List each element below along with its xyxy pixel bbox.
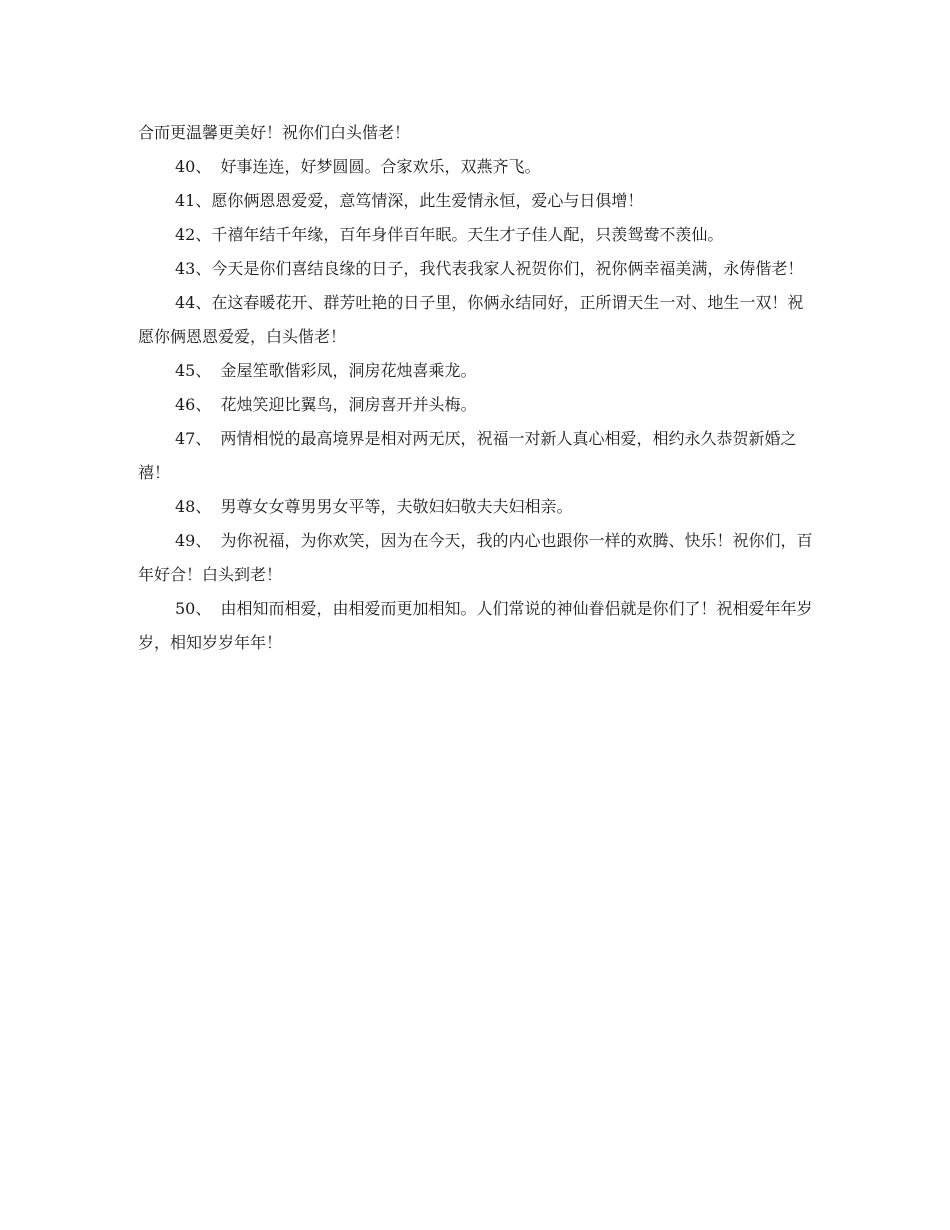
paragraph-number: 50、: [175, 599, 212, 618]
paragraph-text: 在这春暖花开、群芳吐艳的日子里，你俩永结同好，正所谓天生一对、地生一双！祝愿你俩恩恩爱爱，白头偕老！: [138, 293, 804, 346]
paragraph-number: 42、: [175, 225, 212, 244]
paragraph-text: 花烛笑迎比翼鸟，洞房喜开并头梅。: [215, 395, 477, 414]
paragraph-number: 44、: [175, 293, 212, 312]
paragraph-text: 两情相悦的最高境界是相对两无厌，祝福一对新人真心相爱，相约永久恭贺新婚之禧！: [138, 429, 797, 482]
paragraph-number: 46、: [175, 395, 212, 414]
paragraph-text: 今天是你们喜结良缘的日子，我代表我家人祝贺你们，祝你俩幸福美满，永俦偕老！: [211, 259, 804, 278]
paragraph-number: 48、: [175, 497, 212, 516]
paragraph-text: 千禧年结千年缘，百年身伴百年眠。天生才子佳人配，只羡鸳鸯不羡仙。: [211, 225, 724, 244]
paragraph-44: [138, 286, 818, 354]
document-body: [138, 116, 818, 660]
paragraph-text: 男尊女女尊男男女平等，夫敬妇妇敬夫夫妇相亲。: [215, 497, 573, 516]
paragraph-continuation: [138, 116, 818, 150]
paragraph-49: [138, 524, 818, 592]
paragraph-number: 40、: [175, 157, 212, 176]
paragraph-text: 为你祝福，为你欢笑，因为在今天，我的内心也跟你一样的欢腾、快乐！祝你们，百年好合！白头到老！: [138, 531, 813, 584]
paragraph-number: 49、: [175, 531, 212, 550]
paragraph-40: [138, 150, 818, 184]
paragraph-50: [138, 592, 818, 660]
paragraph-text: 好事连连，好梦圆圆。合家欢乐，双燕齐飞。: [215, 157, 541, 176]
paragraph-text: 合而更温馨更美好！祝你们白头偕老！: [138, 123, 411, 142]
paragraph-number: 41、: [175, 191, 212, 210]
paragraph-47: [138, 422, 818, 490]
paragraph-number: 45、: [175, 361, 212, 380]
paragraph-text: 由相知而相爱，由相爱而更加相知。人们常说的神仙眷侣就是你们了！祝相爱年年岁岁，相知岁岁年年！: [138, 599, 813, 652]
paragraph-42: [138, 218, 818, 252]
paragraph-43: [138, 252, 818, 286]
paragraph-text: 愿你俩恩恩爱爱，意笃情深，此生爱情永恒，爱心与日俱增！: [211, 191, 644, 210]
paragraph-46: [138, 388, 818, 422]
paragraph-48: [138, 490, 818, 524]
paragraph-number: 43、: [175, 259, 212, 278]
paragraph-number: 47、: [175, 429, 212, 448]
paragraph-45: [138, 354, 818, 388]
paragraph-text: 金屋笙歌偕彩凤，洞房花烛喜乘龙。: [215, 361, 477, 380]
paragraph-41: [138, 184, 818, 218]
